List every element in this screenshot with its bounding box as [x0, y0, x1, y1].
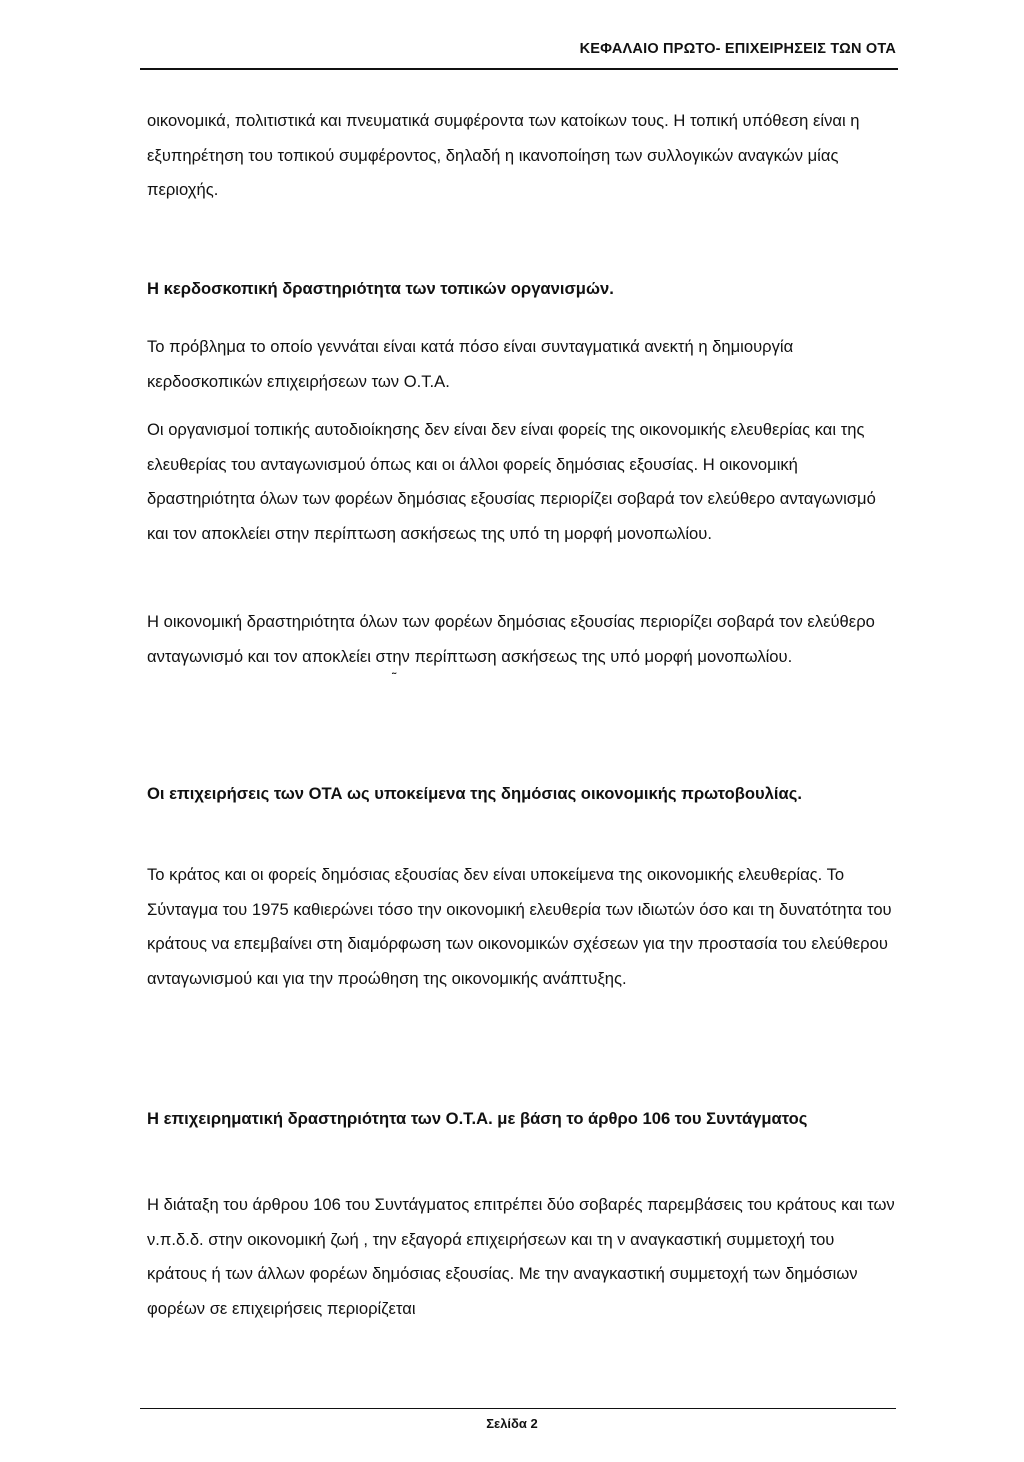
paragraph-article-106: Η διάταξη του άρθρου 106 του Συντάγματος επιτρέπει δύο σοβαρές παρεμβάσεις του κράτους και των ν.π.δ.δ. στην οικονομική ζωή , την εξαγορά επιχειρήσεων και τη ν αναγκαστική συμμετοχή του κράτους ή των άλλων φορέων δημόσιας εξουσίας. Με την αναγκαστική συμμετοχή των δημόσιων φορέων σε επιχειρήσεις περιορίζεται [147, 1195, 895, 1318]
running-header: ΚΕΦΑΛΑΙΟ ΠΡΩΤΟ- ΕΠΙΧΕΙΡΗΣΕΙΣ ΤΩΝ ΟΤΑ [579, 41, 896, 57]
paragraph-state: Το κράτος και οι φορείς δημόσιας εξουσίας δεν είναι υποκείμενα της οικονομικής ελευθερίας. Το Σύνταγμα του 1975 καθιερώνει τόσο την οικονομική ελευθερία των ιδιωτών όσο και τη δυνατότητα του κράτους να επεμβαίνει στη διαμόρφωση των οικονομικών σχέσεων για την προστασία του ελεύθερου ανταγωνισμού και για την προώθηση της οικονομικής ανάπτυξης. [147, 865, 892, 988]
header-rule [140, 68, 898, 70]
heading-profit-activity: Η κερδοσκοπική δραστηριότητα των τοπικών οργανισμών. [147, 279, 614, 298]
paragraph-organizations: Οι οργανισμοί τοπικής αυτοδιοίκησης δεν είναι δεν είναι φορείς της οικονομικής ελευθερίας και της ελευθερίας του ανταγωνισμού όπως και οι άλλοι φορείς δημόσιας εξουσίας. Η οικονομική δραστηριότητα όλων των φορέων δημόσιας εξουσίας περιορίζει σοβαρά τον ελεύθερο ανταγωνισμό και τον αποκλείει στην περίπτωση ασκήσεως της υπό τη μορφή μονοπωλίου. [147, 420, 876, 543]
page-number: Σελίδα 2 [486, 1416, 538, 1431]
heading-enterprises: Οι επιχειρήσεις των ΟΤΑ ως υποκείμενα της δημόσιας οικονομικής πρωτοβουλίας. [147, 784, 802, 803]
paragraph-intro: οικονομικά, πολιτιστικά και πνευματικά συμφέροντα των κατοίκων τους. Η τοπική υπόθεση είναι η εξυπηρέτηση του τοπικού συμφέροντος, δηλαδή η ικανοποίηση των συλλογικών αναγκών μίας περιοχής. [147, 111, 860, 199]
paragraph-problem: Το πρόβλημα το οποίο γεννάται είναι κατά πόσο είναι συνταγματικά ανεκτή η δημιουργία κερδοσκοπικών επιχειρήσεων των Ο.Τ.Α. [147, 337, 794, 391]
paragraph-repeat: Η οικονομική δραστηριότητα όλων των φορέων δημόσιας εξουσίας περιορίζει σοβαρά τον ελεύθερο ανταγωνισμό και τον αποκλείει στην περίπτωση ασκήσεως της υπό μορφή μονοπωλίου. [147, 612, 875, 666]
footer-rule [140, 1408, 896, 1409]
stray-mark: ˜ [392, 670, 396, 684]
heading-article-106: Η επιχειρηματική δραστηριότητα των Ο.Τ.Α. με βάση το άρθρο 106 του Συντάγματος [147, 1109, 808, 1128]
